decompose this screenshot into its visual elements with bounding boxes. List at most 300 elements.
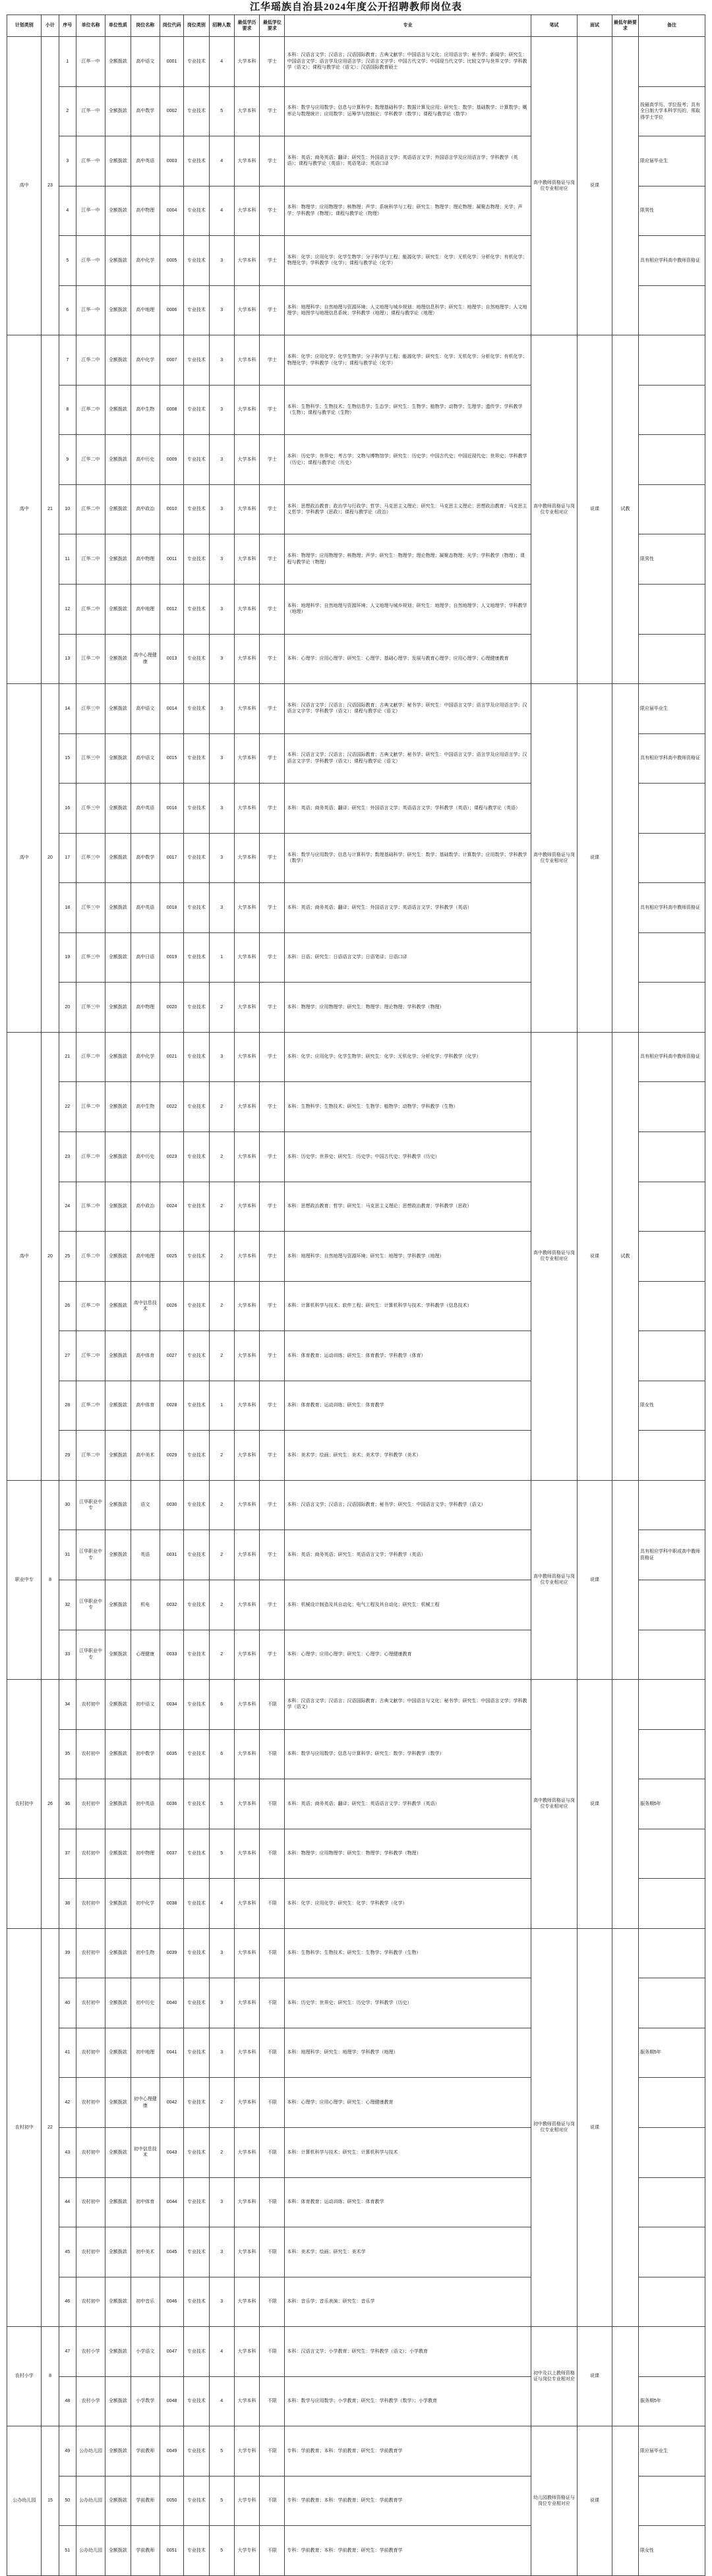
min-degree: 学士	[260, 932, 285, 983]
post-name: 初中物理	[131, 1829, 160, 1879]
min-degree: 不限	[260, 1779, 285, 1829]
hire-count: 3	[209, 236, 234, 286]
unit-name: 江华二中	[76, 1331, 105, 1381]
major-cell: 本科：地理科学；自然地理与资源环境；人文地理与城乡规划；研究生：地理学；自然地理学；人文地理学；学科教学（地理）	[285, 585, 531, 635]
post-name: 高中美术	[131, 1431, 160, 1481]
post-name: 初中历史	[131, 1978, 160, 2028]
post-type: 专业技术	[184, 2277, 209, 2327]
unit-nature: 全额拨款	[105, 1331, 131, 1381]
unit-name: 江华职业中专	[76, 1580, 105, 1630]
min-degree: 学士	[260, 833, 285, 883]
min-education: 大学本科	[234, 2327, 259, 2377]
min-degree: 学士	[260, 585, 285, 635]
min-degree: 不限	[260, 2426, 285, 2476]
unit-name: 公办幼儿园	[76, 2426, 105, 2476]
unit-name: 江华二中	[76, 1431, 105, 1481]
hire-count: 5	[209, 2426, 234, 2476]
post-name: 初中数学	[131, 1729, 160, 1779]
unit-name: 农村初中	[76, 1879, 105, 1929]
row-number: 4	[59, 186, 76, 236]
note-cell	[639, 1829, 705, 1879]
unit-nature: 全额拨款	[105, 2426, 131, 2476]
row-number: 37	[59, 1829, 76, 1879]
min-education: 大学本科	[234, 1580, 259, 1630]
unit-nature: 全额拨款	[105, 1082, 131, 1132]
post-code: 0037	[160, 1829, 183, 1879]
row-number: 45	[59, 2227, 76, 2277]
subtotal-cell: 20	[42, 684, 59, 1033]
note-cell: 限女性	[639, 2526, 705, 2576]
major-cell: 本科：体育教育；运动训练；研究生：体育教学；学科教学（体育）	[285, 1331, 531, 1381]
min-education: 大学专科	[234, 2426, 259, 2476]
min-education: 大学本科	[234, 236, 259, 286]
min-degree: 不限	[260, 2127, 285, 2177]
min-degree: 学士	[260, 684, 285, 734]
note-cell	[639, 385, 705, 435]
unit-name: 江华职业中专	[76, 1480, 105, 1530]
note-cell	[639, 2327, 705, 2377]
age-cell	[612, 1480, 638, 1679]
major-cell: 本科：美术学；绘画；研究生：美术学	[285, 2227, 531, 2277]
unit-name: 江华二中	[76, 1082, 105, 1132]
note-cell: 限应届毕业生	[639, 684, 705, 734]
min-education: 大学本科	[234, 1082, 259, 1132]
post-code: 0020	[160, 983, 183, 1033]
min-education: 大学本科	[234, 1928, 259, 1978]
min-education: 大学本科	[234, 2376, 259, 2426]
post-name: 高中英语	[131, 136, 160, 186]
post-name: 学前教师	[131, 2526, 160, 2576]
post-name: 英语	[131, 1530, 160, 1580]
subtotal-cell: 22	[42, 1928, 59, 2326]
min-education: 大学本科	[234, 733, 259, 784]
major-cell: 本科：地理科学；自然地理与资源环境；研究生：地理学；学科教学（地理）	[285, 1232, 531, 1282]
post-code: 0024	[160, 1182, 183, 1232]
hire-count: 4	[209, 1879, 234, 1929]
post-code: 0023	[160, 1132, 183, 1182]
row-number: 51	[59, 2526, 76, 2576]
major-cell: 本科：心理学；应用心理学；研究生：心理健康教育	[285, 2078, 531, 2128]
row-number: 28	[59, 1381, 76, 1431]
post-code: 0031	[160, 1530, 183, 1580]
hire-count: 4	[209, 186, 234, 236]
hire-count: 2	[209, 1530, 234, 1580]
hire-count: 3	[209, 634, 234, 684]
major-cell: 专科：学前教育；本科：学前教育；研究生：学前教育学	[285, 2476, 531, 2526]
post-name: 机电	[131, 1580, 160, 1630]
unit-name: 江华二中	[76, 585, 105, 635]
subtotal-cell: 8	[42, 2327, 59, 2426]
column-header: 岗位名称	[131, 15, 160, 37]
row-number: 40	[59, 1978, 76, 2028]
post-code: 0027	[160, 1331, 183, 1381]
min-degree: 学士	[260, 335, 285, 386]
post-name: 初中音乐	[131, 2277, 160, 2327]
post-code: 0007	[160, 335, 183, 386]
post-name: 语文	[131, 1480, 160, 1530]
exam-cell: 高中教师资格证与岗位专业相对应	[531, 37, 578, 335]
post-type: 专业技术	[184, 1032, 209, 1082]
category-cell: 高中	[7, 335, 42, 684]
unit-name: 江华一中	[76, 236, 105, 286]
hire-count: 3	[209, 684, 234, 734]
min-education: 大学本科	[234, 285, 259, 335]
exam-cell: 高中教师资格证与岗位专业相对应	[531, 1032, 578, 1480]
post-name: 高中生物	[131, 385, 160, 435]
post-type: 专业技术	[184, 2376, 209, 2426]
column-header: 单位名称	[76, 15, 105, 37]
min-degree: 不限	[260, 2526, 285, 2576]
unit-nature: 全额拨款	[105, 1182, 131, 1232]
unit-nature: 全额拨款	[105, 784, 131, 834]
unit-name: 江华二中	[76, 1381, 105, 1431]
exam-cell: 初中教师资格证与岗位专业相对应	[531, 1928, 578, 2326]
post-type: 专业技术	[184, 634, 209, 684]
row-number: 16	[59, 784, 76, 834]
row-number: 34	[59, 1680, 76, 1730]
row-number: 30	[59, 1480, 76, 1530]
column-header: 备注	[639, 15, 705, 37]
hire-count: 3	[209, 2028, 234, 2078]
row-number: 25	[59, 1232, 76, 1282]
post-name: 高中英语	[131, 784, 160, 834]
unit-name: 农村初中	[76, 1928, 105, 1978]
min-degree: 学士	[260, 1331, 285, 1381]
min-degree: 学士	[260, 1182, 285, 1232]
min-education: 大学本科	[234, 1680, 259, 1730]
major-cell: 本科：机械设计制造及其自动化；电气工程及其自动化；研究生：机械工程	[285, 1580, 531, 1630]
hire-count: 3	[209, 585, 234, 635]
note-cell	[639, 983, 705, 1033]
min-education: 大学本科	[234, 1630, 259, 1680]
unit-nature: 全额拨款	[105, 2476, 131, 2526]
note-cell	[639, 2277, 705, 2327]
unit-name: 江华三中	[76, 883, 105, 933]
note-cell: 具有相应学科高中教师资格证	[639, 1032, 705, 1082]
post-name: 小学数学	[131, 2376, 160, 2426]
post-name: 心理健康	[131, 1630, 160, 1680]
hire-count: 4	[209, 136, 234, 186]
min-education: 大学本科	[234, 1032, 259, 1082]
post-code: 0035	[160, 1729, 183, 1779]
unit-nature: 全额拨款	[105, 1879, 131, 1929]
post-code: 0044	[160, 2177, 183, 2227]
post-name: 初中化学	[131, 1879, 160, 1929]
note-cell	[639, 2177, 705, 2227]
min-education: 大学本科	[234, 1381, 259, 1431]
unit-nature: 全额拨款	[105, 1132, 131, 1182]
row-number: 15	[59, 733, 76, 784]
min-degree: 学士	[260, 1032, 285, 1082]
unit-name: 江华三中	[76, 784, 105, 834]
table-row	[7, 1032, 705, 1082]
post-type: 专业技术	[184, 136, 209, 186]
unit-nature: 全额拨款	[105, 435, 131, 485]
table-row	[7, 335, 705, 386]
min-degree: 不限	[260, 2476, 285, 2526]
unit-nature: 全额拨款	[105, 2526, 131, 2576]
unit-name: 江华三中	[76, 733, 105, 784]
note-cell	[639, 1281, 705, 1331]
hire-count: 3	[209, 883, 234, 933]
note-cell	[639, 1132, 705, 1182]
post-name: 初中地理	[131, 2028, 160, 2078]
post-name: 高中历史	[131, 1132, 160, 1182]
unit-nature: 全额拨款	[105, 1829, 131, 1879]
row-number: 2	[59, 86, 76, 136]
subtotal-cell: 23	[42, 37, 59, 335]
row-number: 8	[59, 385, 76, 435]
major-cell: 本科：数学与应用数学；信息与计算科学；数理基础科学；数据计算及应用；研究生：数学；基础数学；计算数学；概率论与数理统计；应用数学；运筹学与控制论；学科教学（数学）；课程与教学论（数学）	[285, 86, 531, 136]
post-type: 专业技术	[184, 784, 209, 834]
hire-count: 2	[209, 1232, 234, 1282]
major-cell: 本科：生物科学；生物技术；研究生：生物学；植物学；动物学；学科教学（生物）	[285, 1082, 531, 1132]
row-number: 12	[59, 585, 76, 635]
table-row	[7, 2327, 705, 2377]
column-header: 面试	[578, 15, 612, 37]
unit-name: 农村初中	[76, 2227, 105, 2277]
note-cell: 限男性	[639, 534, 705, 585]
post-name: 初中生物	[131, 1928, 160, 1978]
unit-name: 农村初中	[76, 1978, 105, 2028]
interview-cell: 说课	[578, 335, 612, 684]
major-cell: 本科：数学与应用数学；信息与计算科学；研究生：数学；学科教学（数学）	[285, 1729, 531, 1779]
post-name: 高中语文	[131, 684, 160, 734]
post-code: 0022	[160, 1082, 183, 1132]
post-code: 0042	[160, 2078, 183, 2128]
note-cell	[639, 435, 705, 485]
row-number: 46	[59, 2277, 76, 2327]
subtotal-cell: 20	[42, 1032, 59, 1480]
post-type: 专业技术	[184, 484, 209, 534]
category-cell: 农村初中	[7, 1928, 42, 2326]
post-type: 专业技术	[184, 186, 209, 236]
exam-cell: 高中教师资格证与岗位专业相对应	[531, 335, 578, 684]
unit-name: 江华二中	[76, 1182, 105, 1232]
post-code: 0010	[160, 484, 183, 534]
post-code: 0030	[160, 1480, 183, 1530]
post-name: 高中政治	[131, 484, 160, 534]
post-type: 专业技术	[184, 236, 209, 286]
exam-cell: 高中教师资格证与岗位专业相对应	[531, 684, 578, 1033]
post-code: 0004	[160, 186, 183, 236]
post-name: 高中历史	[131, 435, 160, 485]
note-cell	[639, 484, 705, 534]
major-cell: 本科：汉语言文学；汉语言；汉语国际教育；古典文献学；秘书学；研究生：中国语言文学；语言学及应用语言学；汉语言文字学；学科教学（语文）；课程与教学论（语文）	[285, 733, 531, 784]
hire-count: 5	[209, 1829, 234, 1879]
post-code: 0048	[160, 2376, 183, 2426]
post-code: 0002	[160, 86, 183, 136]
major-cell: 本科：汉语言文学；小学教育；研究生：学科教学（语文）；小学教育	[285, 2327, 531, 2377]
hire-count: 6	[209, 1680, 234, 1730]
unit-name: 江华二中	[76, 534, 105, 585]
hire-count: 2	[209, 1281, 234, 1331]
hire-count: 3	[209, 2277, 234, 2327]
major-cell: 本科：生物科学；生物技术；生物信息学；生态学；研究生：生物学；植物学；动物学；生理学；遗传学；学科教学（生物）；课程与教学论（生物）	[285, 385, 531, 435]
row-number: 27	[59, 1331, 76, 1381]
post-code: 0034	[160, 1680, 183, 1730]
unit-name: 农村小学	[76, 2327, 105, 2377]
post-name: 初中美术	[131, 2227, 160, 2277]
post-type: 专业技术	[184, 883, 209, 933]
min-education: 大学本科	[234, 136, 259, 186]
age-cell: 试教	[612, 335, 638, 684]
min-education: 大学本科	[234, 1281, 259, 1331]
header-row	[7, 15, 705, 37]
row-number: 35	[59, 1729, 76, 1779]
min-degree: 学士	[260, 37, 285, 87]
unit-nature: 全额拨款	[105, 2028, 131, 2078]
min-degree: 学士	[260, 435, 285, 485]
row-number: 50	[59, 2476, 76, 2526]
unit-name: 江华职业中专	[76, 1530, 105, 1580]
note-cell	[639, 1580, 705, 1630]
min-education: 大学本科	[234, 335, 259, 386]
post-name: 高中生物	[131, 1082, 160, 1132]
hire-count: 3	[209, 784, 234, 834]
age-cell	[612, 1928, 638, 2326]
min-education: 大学本科	[234, 1431, 259, 1481]
hire-count: 3	[209, 435, 234, 485]
subtotal-cell: 21	[42, 335, 59, 684]
table-row	[7, 1680, 705, 1730]
min-education: 大学本科	[234, 2227, 259, 2277]
post-code: 0006	[160, 285, 183, 335]
post-name: 小学语文	[131, 2327, 160, 2377]
post-code: 0049	[160, 2426, 183, 2476]
row-number: 7	[59, 335, 76, 386]
min-education: 大学本科	[234, 37, 259, 87]
unit-nature: 全额拨款	[105, 2327, 131, 2377]
row-number: 13	[59, 634, 76, 684]
post-code: 0040	[160, 1978, 183, 2028]
post-type: 专业技术	[184, 37, 209, 87]
post-name: 初中心理健康	[131, 2078, 160, 2128]
post-name: 高中数学	[131, 86, 160, 136]
unit-nature: 全额拨款	[105, 186, 131, 236]
note-cell	[639, 634, 705, 684]
note-cell	[639, 2127, 705, 2177]
min-education: 大学本科	[234, 932, 259, 983]
min-degree: 不限	[260, 2028, 285, 2078]
post-name: 初中英语	[131, 1779, 160, 1829]
post-type: 专业技术	[184, 1729, 209, 1779]
post-code: 0050	[160, 2476, 183, 2526]
major-cell: 本科：生物科学；生物技术；研究生：生物学；学科教学（生物）	[285, 1928, 531, 1978]
note-cell	[639, 1480, 705, 1530]
unit-nature: 全额拨款	[105, 484, 131, 534]
post-type: 专业技术	[184, 2177, 209, 2227]
hire-count: 3	[209, 1928, 234, 1978]
unit-name: 江华三中	[76, 833, 105, 883]
row-number: 48	[59, 2376, 76, 2426]
post-code: 0021	[160, 1032, 183, 1082]
column-header: 序号	[59, 15, 76, 37]
post-code: 0012	[160, 585, 183, 635]
post-code: 0039	[160, 1928, 183, 1978]
category-cell: 农村小学	[7, 2327, 42, 2426]
note-cell	[639, 585, 705, 635]
post-code: 0043	[160, 2127, 183, 2177]
column-header: 计划类别	[7, 15, 42, 37]
post-name: 高中地理	[131, 585, 160, 635]
post-code: 0017	[160, 833, 183, 883]
note-cell	[639, 335, 705, 386]
major-cell: 本科：数学与应用数学；小学教育；研究生：学科教学（数学）；小学教育	[285, 2376, 531, 2426]
post-name: 初中信息技术	[131, 2127, 160, 2177]
min-degree: 学士	[260, 186, 285, 236]
unit-nature: 全额拨款	[105, 2376, 131, 2426]
unit-nature: 全额拨款	[105, 1431, 131, 1481]
post-name: 高中语文	[131, 733, 160, 784]
min-degree: 不限	[260, 1729, 285, 1779]
row-number: 36	[59, 1779, 76, 1829]
post-code: 0047	[160, 2327, 183, 2377]
interview-cell: 说课	[578, 1480, 612, 1679]
note-cell	[639, 1431, 705, 1481]
column-header: 最低学历要求	[234, 15, 259, 37]
min-education: 大学本科	[234, 883, 259, 933]
post-type: 专业技术	[184, 1331, 209, 1381]
row-number: 38	[59, 1879, 76, 1929]
row-number: 47	[59, 2327, 76, 2377]
major-cell: 本科：汉语言文学；汉语言；汉语国际教育；古典文献学；中国语言与文化；应用语言学；秘书学；新闻学；研究生：中国语言文学；语言学及应用语言学；汉语言文字学；中国古代文学；中国现当代文学；比较文学与世界文学；学科教学（语文）；课程与教学论（语文）；汉语国际教育硕士	[285, 37, 531, 87]
unit-name: 农村初中	[76, 1729, 105, 1779]
min-degree: 不限	[260, 1829, 285, 1879]
post-type: 专业技术	[184, 1829, 209, 1879]
note-cell: 限应届毕业生	[639, 2426, 705, 2476]
post-type: 专业技术	[184, 585, 209, 635]
unit-name: 江华一中	[76, 86, 105, 136]
note-cell: 具有相应学科高中教师资格证	[639, 236, 705, 286]
major-cell: 本科：汉语言文学；汉语言；汉语国际教育；古典文献学；中国语言与文化；秘书学；研究生：中国语言文学；学科教学（语文）	[285, 1680, 531, 1730]
hire-count: 2	[209, 1182, 234, 1232]
major-cell: 本科：日语；研究生：日语语言文学；日语笔译；日语口译	[285, 932, 531, 983]
note-cell	[639, 1630, 705, 1680]
note-cell: 具有相应学科高中教师资格证	[639, 733, 705, 784]
unit-name: 公办幼儿园	[76, 2526, 105, 2576]
hire-count: 1	[209, 1381, 234, 1431]
category-cell: 高中	[7, 1032, 42, 1480]
hire-count: 3	[209, 534, 234, 585]
min-education: 大学本科	[234, 585, 259, 635]
row-number: 9	[59, 435, 76, 485]
row-number: 3	[59, 136, 76, 186]
note-cell: 按最高学历、学位报考；具有全日制大学本科学历的，须取得学士学位	[639, 86, 705, 136]
column-header: 最低年龄要求	[612, 15, 638, 37]
note-cell: 服务期5年	[639, 2028, 705, 2078]
note-cell	[639, 285, 705, 335]
unit-name: 江华二中	[76, 1132, 105, 1182]
min-degree: 学士	[260, 385, 285, 435]
post-code: 0015	[160, 733, 183, 784]
post-name: 初中语文	[131, 1680, 160, 1730]
unit-nature: 全额拨款	[105, 285, 131, 335]
unit-name: 农村初中	[76, 1779, 105, 1829]
hire-count: 2	[209, 983, 234, 1033]
min-education: 大学本科	[234, 634, 259, 684]
post-type: 专业技术	[184, 2028, 209, 2078]
hire-count: 3	[209, 833, 234, 883]
min-education: 大学本科	[234, 1182, 259, 1232]
min-education: 大学本科	[234, 534, 259, 585]
unit-name: 江华职业中专	[76, 1630, 105, 1680]
hire-count: 1	[209, 932, 234, 983]
post-name: 高中体育	[131, 1331, 160, 1381]
hire-count: 4	[209, 37, 234, 87]
post-code: 0003	[160, 136, 183, 186]
min-degree: 学士	[260, 1431, 285, 1481]
